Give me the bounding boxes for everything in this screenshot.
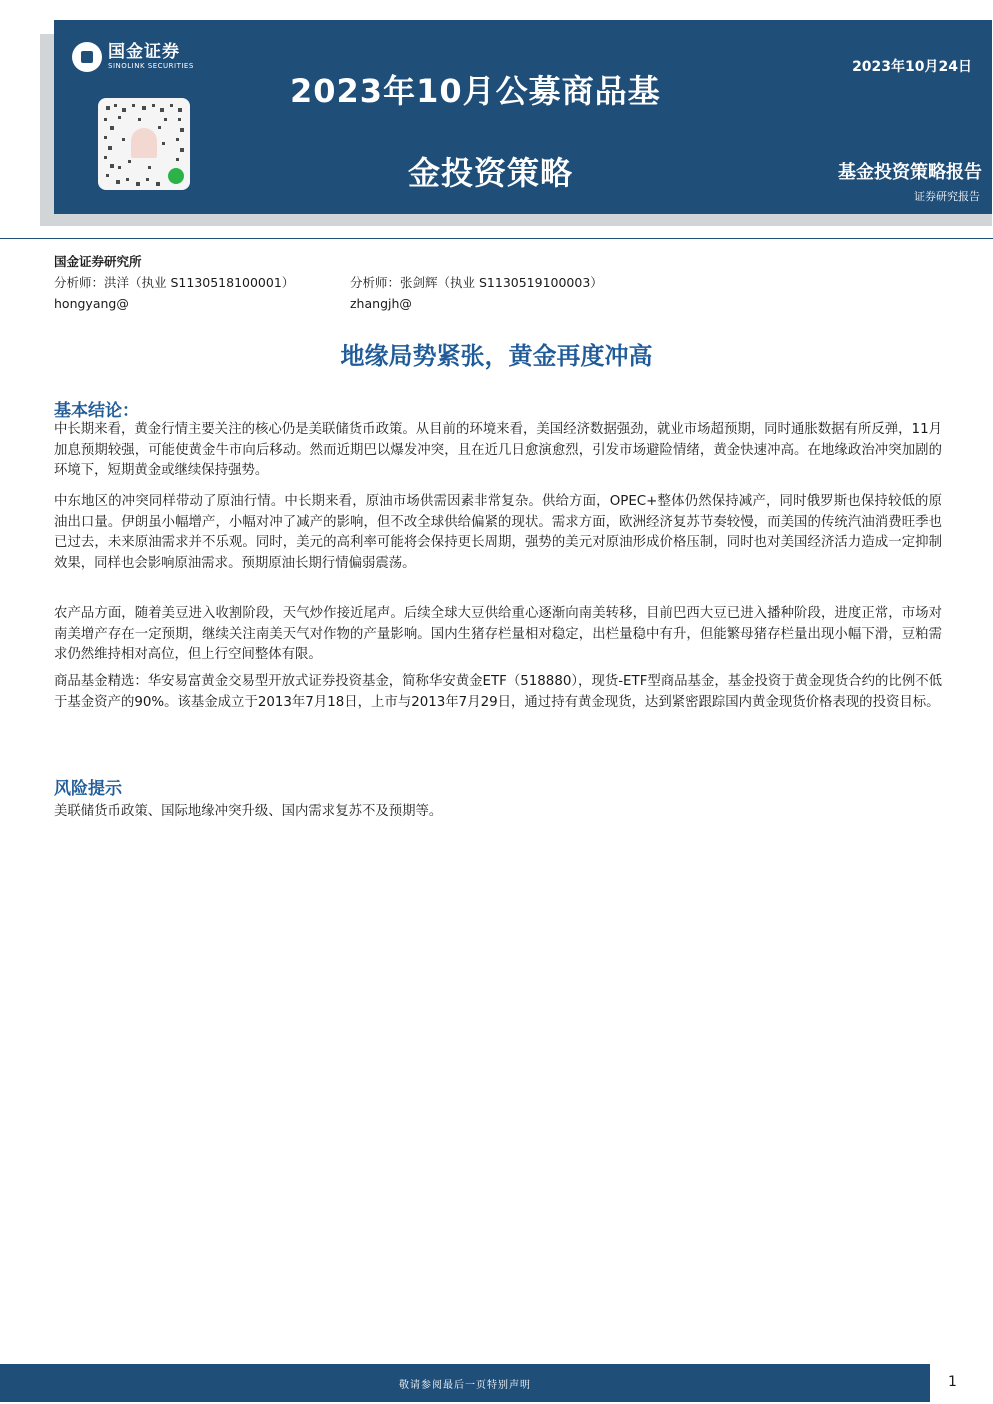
company-logo <box>72 42 194 72</box>
report-title-line1: 2023年10月公募商品基 <box>290 72 661 110</box>
qr-center-logo <box>131 128 157 158</box>
analyst-1-email: hongyang@ <box>54 296 129 311</box>
report-type: 基金投资策略报告 <box>838 162 982 183</box>
institute-name: 国金证券研究所 <box>54 254 142 269</box>
analyst-1: 分析师：洪洋（执业 S1130518100001） <box>54 275 295 290</box>
footer-disclaimer: 敬请参阅最后一页特别声明 <box>399 1379 531 1391</box>
logo-name-cn: 国金证券 <box>108 42 180 62</box>
logo-name-en: SINOLINK SECURITIES <box>108 62 194 70</box>
header-banner <box>54 20 992 214</box>
conclusion-paragraph-3: 农产品方面，随着美豆进入收割阶段，天气炒作接近尾声。后续全球大豆供给重心逐渐向南美转移，目前巴西大豆已进入播种阶段，进度正常，市场对南美增产存在一定预期，继续关注南美天气对作物的产量影响。国内生猪存栏量相对稳定，出栏量稳中有升，但能繁母猪存栏量出现小幅下滑，豆粕需求仍然维持相对高位，但上行空间整体有限。 <box>54 606 942 662</box>
conclusion-paragraph-1: 中长期来看，黄金行情主要关注的核心仍是美联储货币政策。从目前的环境来看，美国经济数据强劲，就业市场超预期，同时通胀数据有所反弹，11月加息预期较强，可能使黄金牛市向后移动。然而近期巴以爆发冲突，且在近几日愈演愈烈，引发市场避险情绪，黄金快速冲高。在地缘政治冲突加剧的环境下，短期黄金或继续保持强势。 <box>54 422 942 478</box>
conclusion-title: 基本结论： <box>54 401 139 421</box>
report-subtype: 证券研究报告 <box>914 190 980 203</box>
analyst-2-email: zhangjh@ <box>350 296 412 311</box>
risk-text: 美联储货币政策、国际地缘冲突升级、国内需求复苏不及预期等。 <box>54 804 443 819</box>
report-date: 2023年10月24日 <box>852 59 972 75</box>
mini-program-icon <box>168 168 184 184</box>
page-number: 1 <box>948 1374 957 1390</box>
report-title-line2: 金投资策略 <box>408 154 574 192</box>
headline: 地缘局势紧张，黄金再度冲高 <box>340 342 653 370</box>
header-divider <box>0 238 993 239</box>
conclusion-paragraph-2: 中东地区的冲突同样带动了原油行情。中长期来看，原油市场供需因素非常复杂。供给方面，OPEC+整体仍然保持减产，同时俄罗斯也保持较低的原油出口量。伊朗虽小幅增产，小幅对冲了减产的影响，但不改全球供给偏紧的现状。需求方面，欧洲经济复苏节奏较慢，而美国的传统汽油消费旺季也已过去，未来原油需求并不乐观。同时，美元的高利率可能将会保持更长周期，强势的美元对原油形成价格压制，同时也对美国经济活力造成一定抑制效果，同样也会影响原油需求。预期原油长期行情偏弱震荡。 <box>54 494 942 571</box>
analyst-2: 分析师：张剑辉（执业 S1130519100003） <box>350 275 603 290</box>
footer-bar <box>0 1364 930 1402</box>
qr-code <box>98 98 190 190</box>
risk-title: 风险提示 <box>54 779 122 799</box>
conclusion-paragraph-4: 商品基金精选：华安易富黄金交易型开放式证券投资基金，简称华安黄金ETF（518880），现货-ETF型商品基金，基金投资于黄金现货合约的比例不低于基金资产的90%。该基金成立于2013年7月18日，上市与2013年7月29日，通过持有黄金现货，达到紧密跟踪国内黄金现货价格表现的投资目标。 <box>54 674 942 710</box>
logo-mark-icon <box>72 42 102 72</box>
